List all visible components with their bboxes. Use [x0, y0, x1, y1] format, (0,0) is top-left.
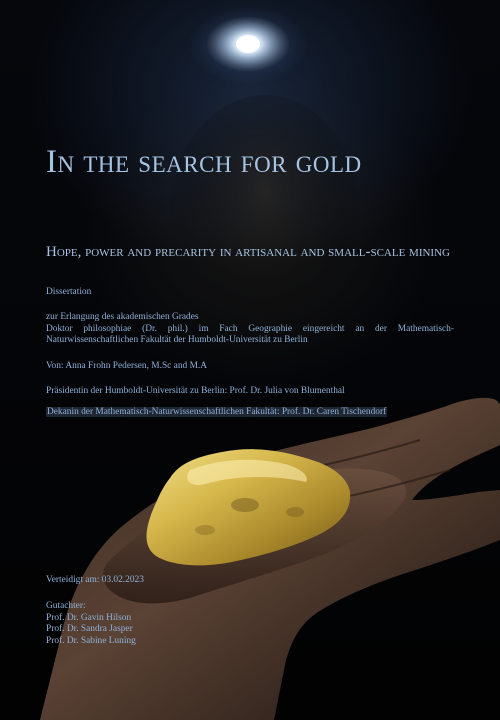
dean [46, 407, 387, 419]
degree-statement [46, 312, 454, 347]
document-subtitle: Hope, power and precarity in artisanal and small-scale mining [46, 244, 450, 260]
reviewers-label: Gutachter: [46, 601, 86, 611]
degree-line-3: Naturwissenschaftlichen Fakultät der Humboldt-Universität zu Berlin [46, 335, 308, 346]
degree-line-2: Doktor philosophiae (Dr. phil.) im Fach Geographie eingereicht an der Mathematisch- [46, 323, 454, 334]
reviewer-1: Prof. Dr. Gavin Hilson [46, 612, 132, 623]
president: Präsidentin der Humboldt-Universität zu Berlin: Prof. Dr. Julia von Blumenthal [46, 386, 345, 396]
defense-date: Verteidigt am: 03.02.2023 [46, 575, 144, 585]
author: Von: Anna Frohn Pedersen, M.Sc and M.A [46, 361, 208, 371]
degree-line-1: zur Erlangung des akademischen Grades [46, 312, 199, 322]
reviewer-2: Prof. Dr. Sandra Jasper [46, 624, 133, 635]
reviewer-3: Prof. Dr. Sabine Luning [46, 635, 136, 646]
document-type: Dissertation [46, 287, 92, 297]
document-title: In the search for gold [46, 144, 362, 180]
reviewers [46, 601, 136, 647]
dean-text: Dekanin der Mathematisch-Naturwissenschaftlichen Fakultät: Prof. Dr. Caren Tischendorf [47, 407, 387, 417]
